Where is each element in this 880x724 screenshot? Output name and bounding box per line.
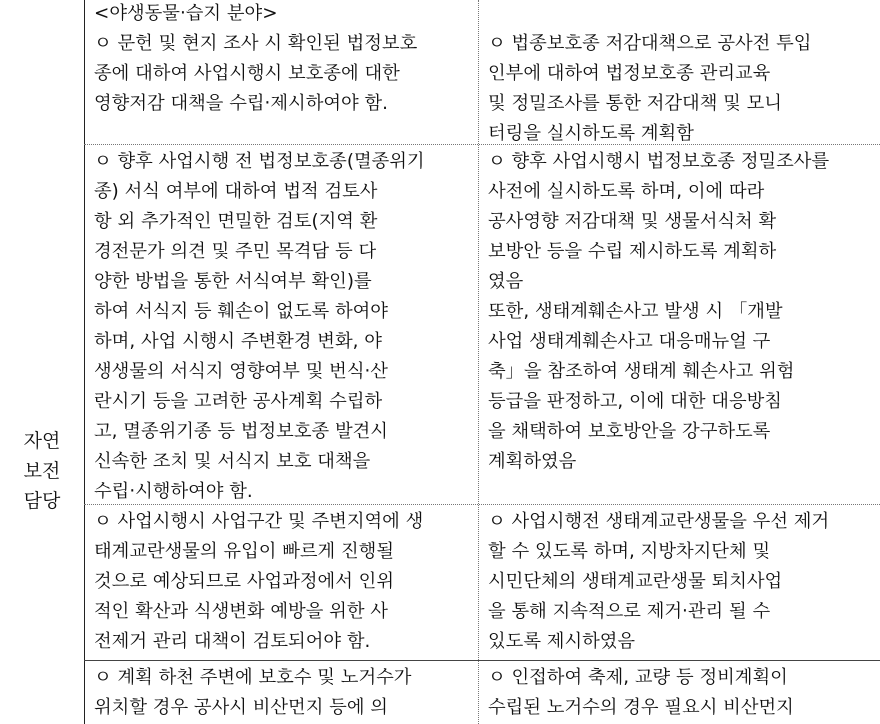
response-cell — [488, 663, 874, 723]
text-line: ㅇ 법종보호종 저감대책으로 공사전 투입 — [488, 33, 812, 54]
text-line: ㅇ 사업시행전 생태계교란생물을 우선 제거 — [488, 511, 830, 532]
text-line: 하며, 사업 시행시 주변환경 변화, 야 — [94, 331, 382, 352]
text-line: 양한 방법을 통한 서식여부 확인)를 — [94, 271, 372, 292]
review-opinion-cell — [94, 0, 472, 119]
text-line: 전제거 관리 대책이 검토되어야 함. — [94, 631, 371, 652]
category-label-line: 보전 — [23, 460, 61, 482]
category-label-line: 담당 — [23, 490, 61, 512]
text-line: 것으로 예상되므로 사업과정에서 인위 — [94, 571, 394, 592]
column-divider — [84, 0, 85, 724]
text-line: <야생동물·습지 분야> — [94, 3, 278, 24]
category-label — [0, 426, 84, 516]
text-line: ㅇ 인접하여 축제, 교량 등 정비계획이 — [488, 667, 788, 688]
text-line: 종) 서식 여부에 대하여 법적 검토사 — [94, 181, 378, 202]
text-line: 인부에 대하여 법정보호종 관리교육 — [488, 63, 771, 84]
column-divider — [478, 0, 479, 724]
text-line: ㅇ 계획 하천 주변에 보호수 및 노거수가 — [94, 667, 412, 688]
response-cell — [488, 147, 874, 477]
text-line: 하여 서식지 등 훼손이 없도록 하여야 — [94, 301, 388, 322]
category-label-line: 자연 — [23, 430, 61, 452]
review-opinion-cell — [94, 507, 472, 657]
text-line: 항 외 추가적인 면밀한 검토(지역 환 — [94, 211, 378, 232]
text-line: 사업 생태계훼손사고 대응매뉴얼 구 — [488, 331, 771, 352]
text-line: 사전에 실시하도록 하며, 이에 따라 — [488, 181, 765, 202]
text-line: 을 통해 지속적으로 제거·관리 될 수 — [488, 601, 771, 622]
text-line: 적인 확산과 식생변화 예방을 위한 사 — [94, 601, 388, 622]
text-line: 수립된 노거수의 경우 필요시 비산먼지 — [488, 697, 794, 718]
text-line: 종에 대하여 사업시행시 보호종에 대한 — [94, 63, 400, 84]
text-line: 영향저감 대책을 수립·제시하여야 함. — [94, 93, 388, 114]
text-line: 란시기 등을 고려한 공사계획 수립하 — [94, 391, 383, 412]
text-line: 신속한 조치 및 서식지 보호 대책을 — [94, 451, 371, 472]
review-opinion-cell — [94, 663, 472, 723]
text-line: 수립·시행하여야 함. — [94, 481, 253, 502]
text-line: 등급을 판정하고, 이에 대한 대응방침 — [488, 391, 782, 412]
text-line: 생생물의 서식지 영향여부 및 번식·산 — [94, 361, 388, 382]
review-opinion-cell — [94, 147, 472, 507]
text-line: 있도록 제시하였음 — [488, 631, 636, 652]
text-line: 또한, 생태계훼손사고 발생 시 「개발 — [488, 301, 783, 322]
text-line: ㅇ 향후 사업시행시 법정보호종 정밀조사를 — [488, 151, 830, 172]
response-cell — [488, 0, 874, 149]
text-line: 공사영향 저감대책 및 생물서식처 확 — [488, 211, 777, 232]
text-line: 및 정밀조사를 통한 저감대책 및 모니 — [488, 93, 782, 114]
text-line: 태계교란생물의 유입이 빠르게 진행될 — [94, 541, 394, 562]
text-line: ㅇ 향후 사업시행 전 법정보호종(멸종위기 — [94, 151, 425, 172]
response-cell — [488, 507, 874, 657]
text-line: 였음 — [488, 271, 524, 292]
text-line — [488, 0, 874, 29]
category-column — [0, 0, 84, 724]
text-line: 계획하였음 — [488, 451, 577, 472]
text-line: ㅇ 문헌 및 현지 조사 시 확인된 법정보호 — [94, 33, 418, 54]
text-line: 축」을 참조하여 생태계 훼손사고 위험 — [488, 361, 795, 382]
text-line: ㅇ 사업시행시 사업구간 및 주변지역에 생 — [94, 511, 424, 532]
row-divider — [84, 660, 880, 661]
text-line: 위치할 경우 공사시 비산먼지 등에 의 — [94, 697, 388, 718]
text-line: 터링을 실시하도록 계획함 — [488, 123, 694, 144]
text-line: 시민단체의 생태계교란생물 퇴치사업 — [488, 571, 783, 592]
text-line: 경전문가 의견 및 주민 목격담 등 다 — [94, 241, 377, 262]
text-line: 고, 멸종위기종 등 법정보호종 발견시 — [94, 421, 388, 442]
text-line: 을 채택하여 보호방안을 강구하도록 — [488, 421, 771, 442]
text-line: 할 수 있도록 하며, 지방차지단체 및 — [488, 541, 771, 562]
text-line: 보방안 등을 수립 제시하도록 계획하 — [488, 241, 777, 262]
